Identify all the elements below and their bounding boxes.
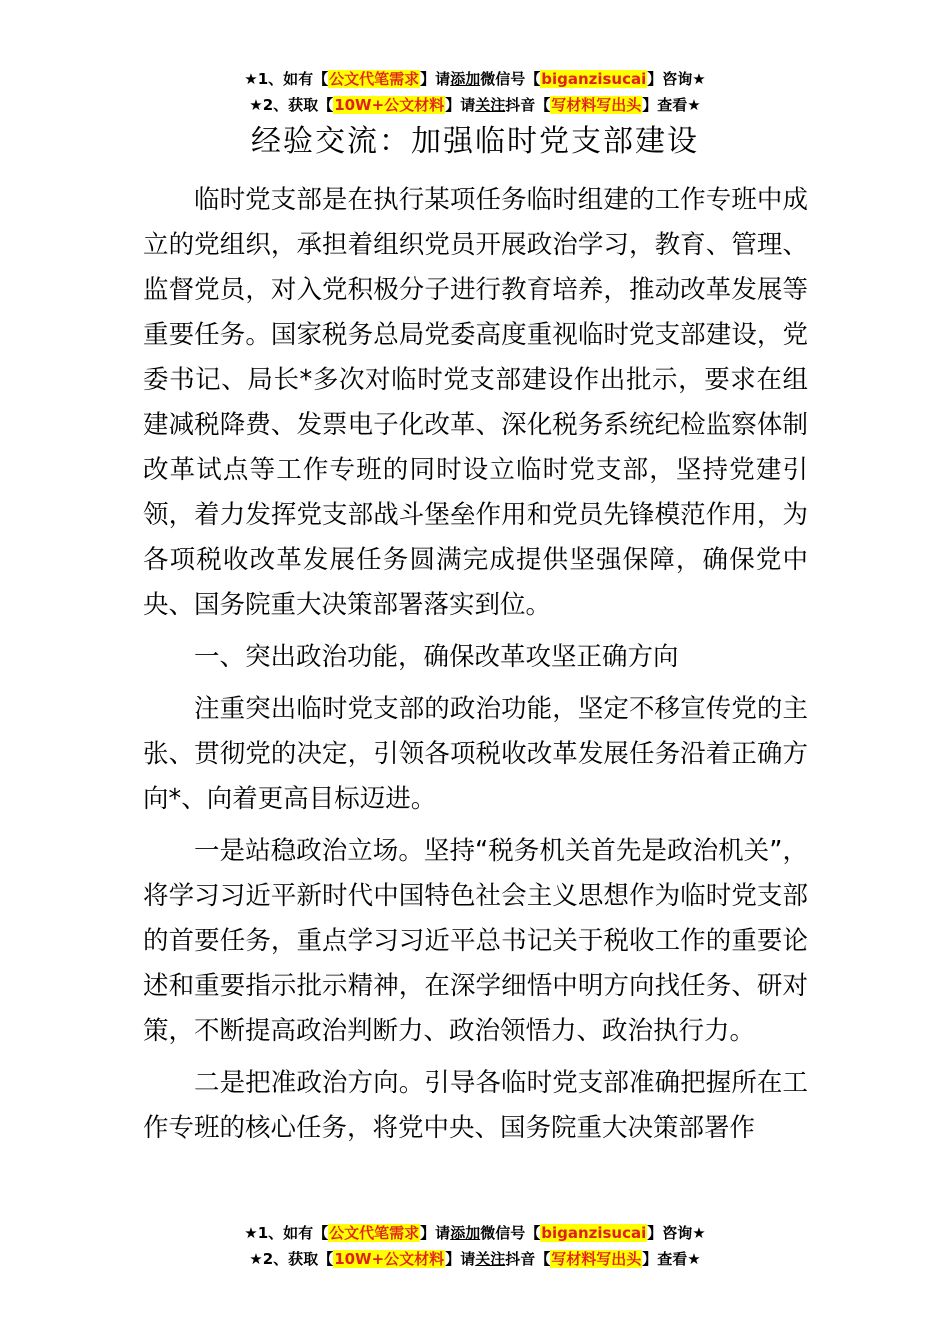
highlight-materials: 10W+公文材料	[334, 1250, 445, 1268]
underlined-text: 关注	[475, 96, 506, 114]
banner-text: ★2、获取【	[249, 96, 334, 114]
paragraph: 临时党支部是在执行某项任务临时组建的工作专班中成立的党组织，承担着组织党员开展政治学习，教育、管理、监督党员，对入党积极分子进行教育培养，推动改革发展等重要任务。国家税务总局党委高度重视临时党支部建设，党委书记、局长*多次对临时党支部建设作出批示，要求在组建减税降费、发票电子化改革、深化税务系统纪检监察体制改革试点等工作专班的同时设立临时党支部，坚持党建引领，着力发挥党支部战斗堡垒作用和党员先锋模范作用，为各项税收改革发展任务圆满完成提供坚强保障，确保党中央、国务院重大决策部署落实到位。	[143, 185, 808, 620]
banner-text: ★1、如有【	[244, 70, 329, 88]
highlight-service: 公文代笔需求	[329, 1224, 420, 1242]
paragraph: 二是把准政治方向。引导各临时党支部准确把握所在工作专班的核心任务，将党中央、国务院重大决策部署作	[143, 1068, 808, 1143]
banner-text: 】请	[445, 96, 476, 114]
paragraph: 一是站稳政治立场。坚持“税务机关首先是政治机关”，将学习习近平新时代中国特色社会主义思想作为临时党支部的首要任务，重点学习习近平总书记关于税收工作的重要论述和重要指示批示精神，在深学细悟中明方向找任务、研对策，不断提高政治判断力、政治领悟力、政治执行力。	[143, 836, 808, 1046]
highlight-materials: 10W+公文材料	[334, 96, 445, 114]
banner-text: 抖音【	[505, 96, 551, 114]
highlight-service: 公文代笔需求	[329, 70, 420, 88]
banner-text: 】请	[420, 1224, 451, 1242]
document-title: 经验交流：加强临时党支部建设	[251, 124, 699, 159]
banner-text: ★2、获取【	[249, 1250, 334, 1268]
highlight-douyin: 写材料写出头	[551, 96, 642, 114]
banner-text: 】查看★	[642, 1250, 701, 1268]
banner-text: 】查看★	[642, 96, 701, 114]
paragraph: 注重突出临时党支部的政治功能，坚定不移宣传党的主张、贯彻党的决定，引领各项税收改革发展任务沿着正确方向*、向着更高目标迈进。	[143, 694, 808, 814]
section-heading: 一、突出政治功能，确保改革攻坚正确方向	[194, 642, 679, 672]
banner-text: 抖音【	[505, 1250, 551, 1268]
banner-line-2	[0, 1246, 950, 1272]
banner-text: 】咨询★	[647, 1224, 706, 1242]
highlight-wechat-id: biganzisucai	[541, 1224, 647, 1242]
banner-line-2	[0, 92, 950, 118]
highlight-wechat-id: biganzisucai	[541, 70, 647, 88]
header-banner	[0, 66, 950, 118]
footer-banner	[0, 1220, 950, 1272]
banner-line-1	[0, 66, 950, 92]
banner-text: 微信号【	[480, 70, 541, 88]
banner-text: 】请	[420, 70, 451, 88]
underlined-text: 添加	[450, 70, 481, 88]
banner-text: 】咨询★	[647, 70, 706, 88]
document-body	[143, 178, 808, 1158]
underlined-text: 关注	[475, 1250, 506, 1268]
underlined-text: 添加	[450, 1224, 481, 1242]
highlight-douyin: 写材料写出头	[551, 1250, 642, 1268]
banner-text: 】请	[445, 1250, 476, 1268]
banner-text: ★1、如有【	[244, 1224, 329, 1242]
banner-text: 微信号【	[480, 1224, 541, 1242]
banner-line-1	[0, 1220, 950, 1246]
